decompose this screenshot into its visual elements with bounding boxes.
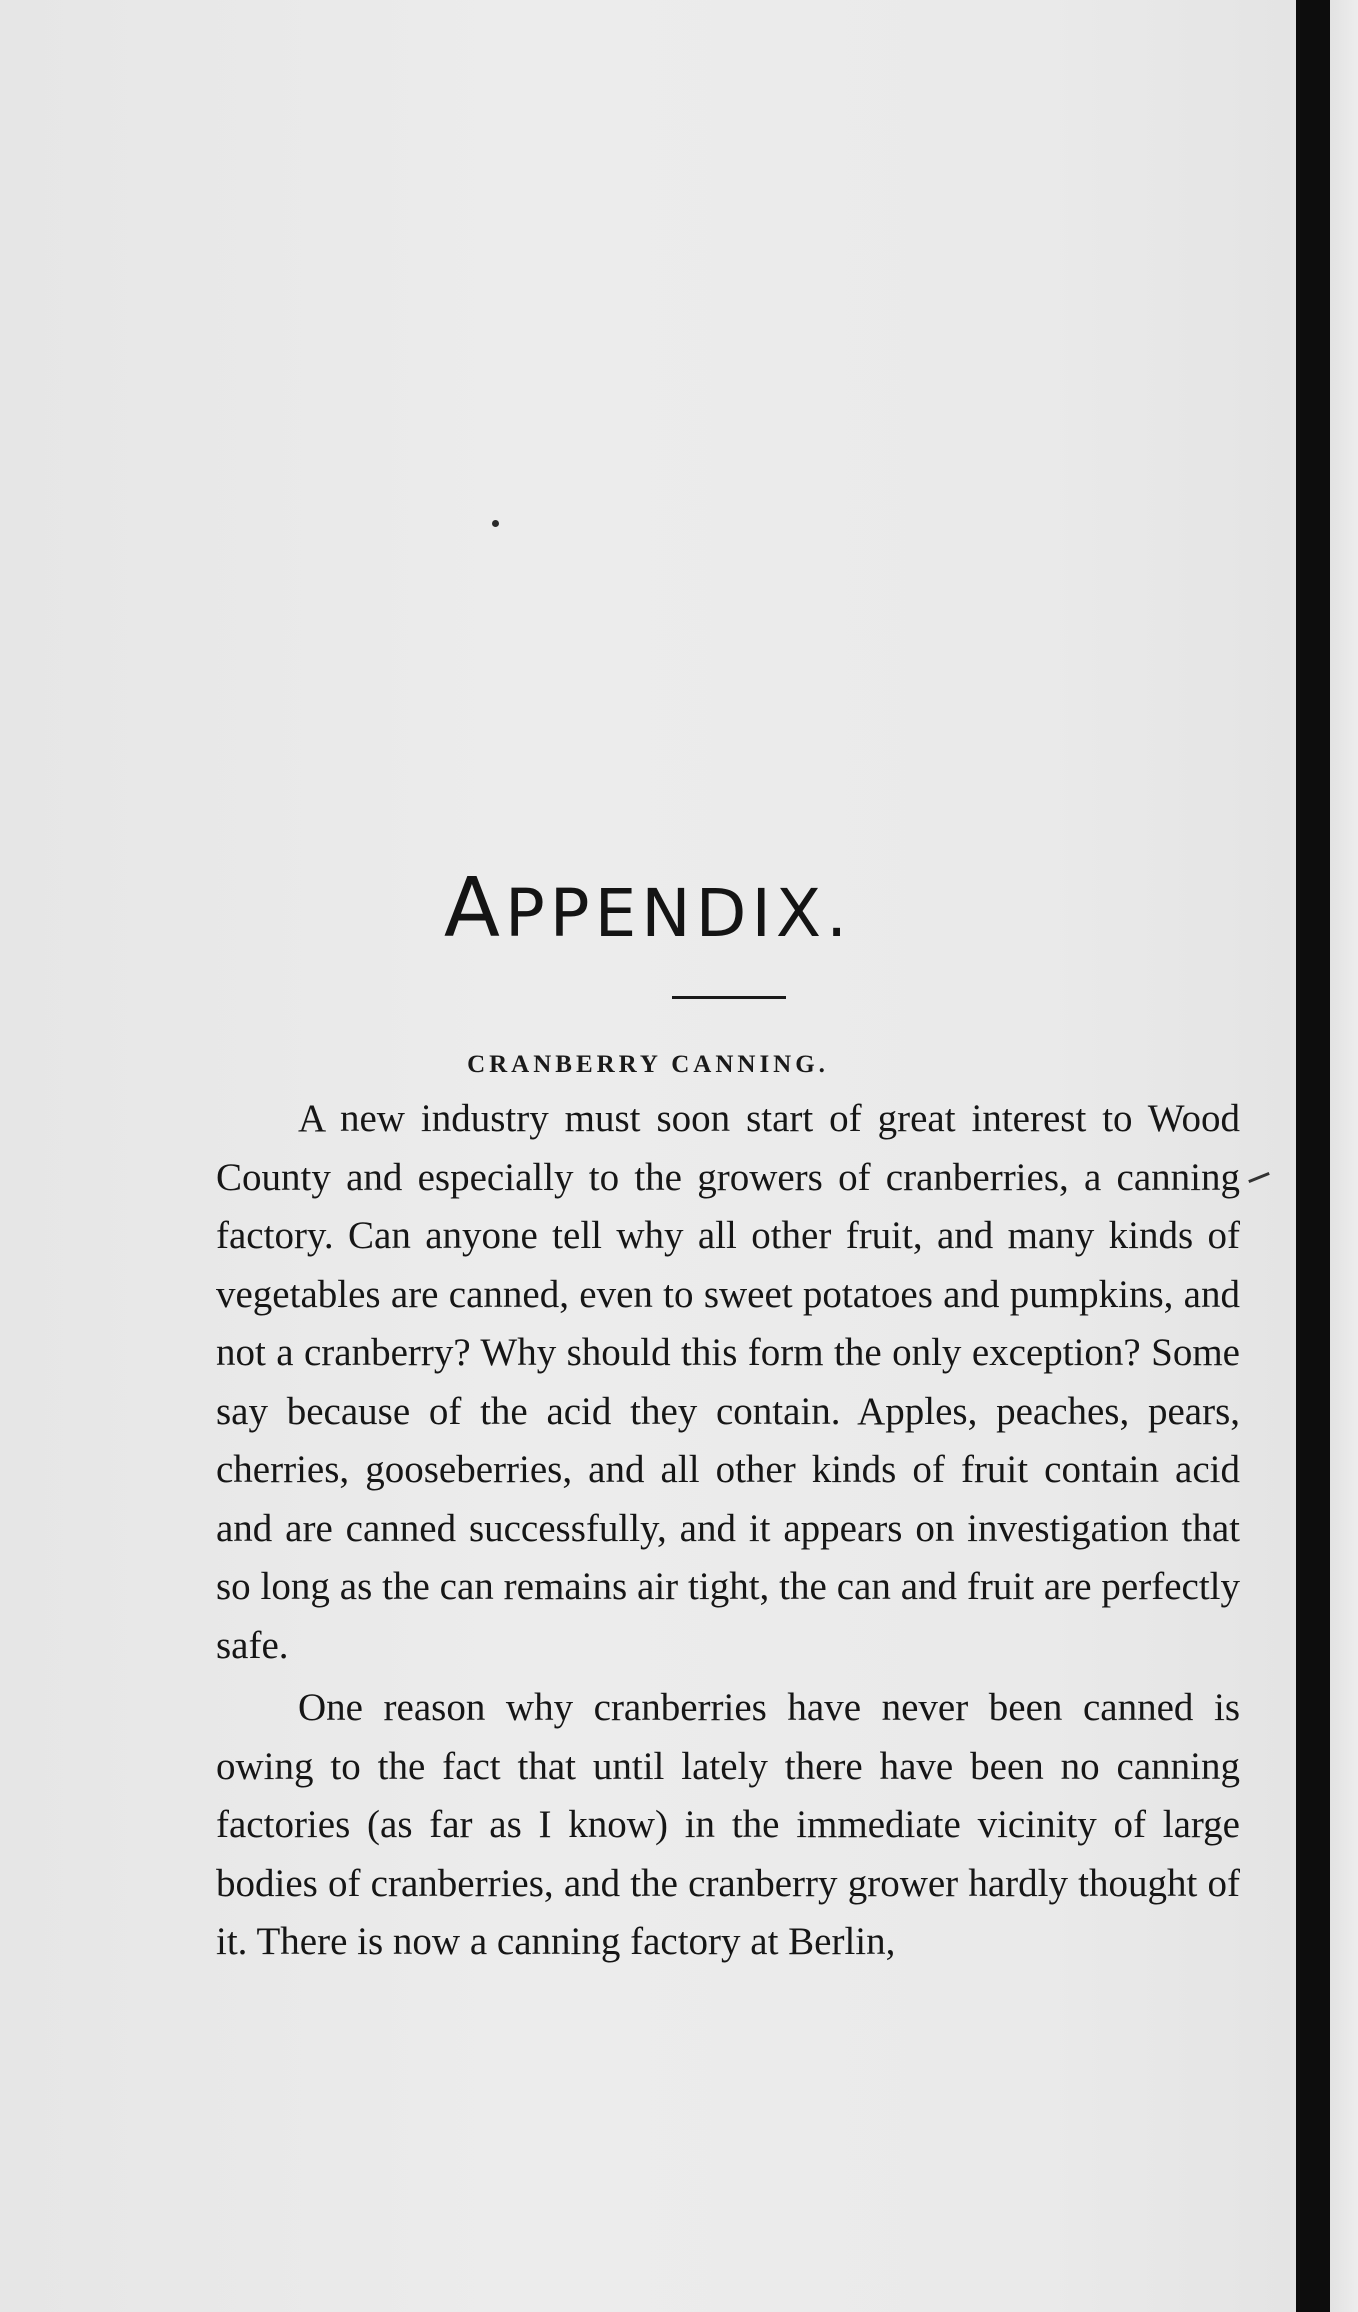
ink-speck: [492, 520, 499, 527]
page-title-rest: PPENDIX.: [504, 875, 853, 952]
scan-margin: [1330, 0, 1358, 2312]
page-title-initial: A: [443, 861, 505, 956]
section-heading: CRANBERRY CANNING.: [467, 1051, 829, 1078]
title-rule: [672, 996, 786, 999]
paragraph-2: One reason why cranberries have never been canned is owing to the fact that until lately there have been no canning factories (as far as I know) in the immediate vicinity of large bodies of cranberries, and the cranberry grower hardly thought of it. There is now a canning factory at Berlin,: [216, 1686, 1240, 1963]
margin-pencil-mark: [1248, 1172, 1270, 1183]
binding-edge: [1296, 0, 1330, 2312]
body-text: [216, 1090, 1240, 1972]
paragraph-1: A new industry must soon start of great interest to Wood County and especially to the growers of cranberries, a canning factory. Can anyone tell why all other fruit, and many kinds of vegetables are canned, even to sweet potatoes and pumpkins, and not a cranberry? Why should this form the only exception? Some say because of the acid they contain. Apples, peaches, pears, cherries, gooseberries, and all other kinds of fruit contain acid and are canned successfully, and it appears on investigation that so long as the can remains air tight, the can and fruit are perfectly safe.: [216, 1097, 1240, 1667]
page-title: [0, 861, 1296, 956]
